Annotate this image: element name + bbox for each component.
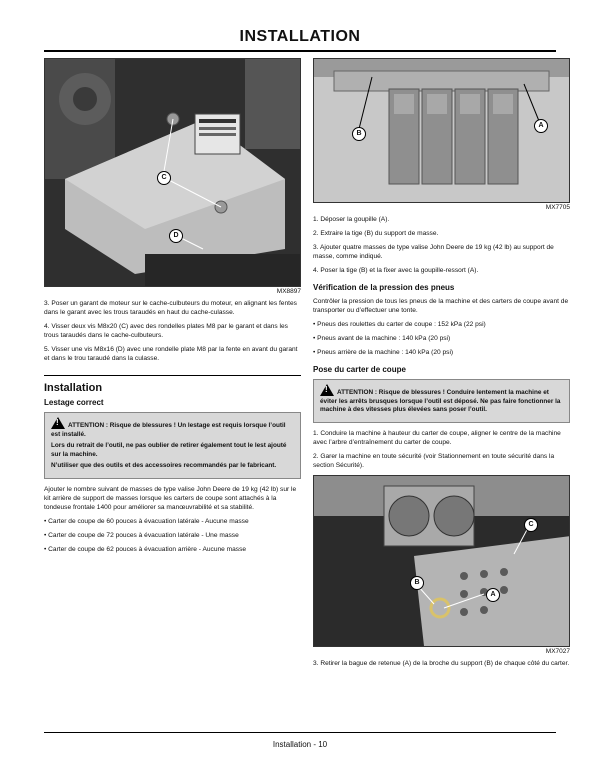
list-item: • Pneus arrière de la machine : 140 kPa (20 psi)	[313, 349, 454, 356]
list-item: • Carter de coupe de 72 pouces à évacuation latérale - Une masse	[44, 531, 239, 539]
step-text: 3. Poser un garant de moteur sur le cache-culbuteurs du moteur, en alignant les fentes dans le garant avec les trous taraudés en haut du cache-culasse.	[44, 300, 297, 316]
body-text: Ajouter le nombre suivant de masses de type valise John Deere de 19 kg (42 lb) sur le kit arrière de support de masses lorsque les carters de coupe sont attachés à la tondeuse frontale 1400 pour améliorer sa manœuvrabilité et sa stabilité.	[44, 485, 297, 511]
warning-icon	[51, 417, 65, 429]
list-item: • Pneus des roulettes du carter de coupe : 152 kPa (22 psi)	[313, 321, 486, 328]
page-number: Installation - 10	[272, 740, 328, 749]
step-text: 5. Visser une vis M8x16 (D) avec une rondelle plate M8 par la fente en avant du garant et dans le trou taraudé dans la culasse.	[44, 346, 298, 362]
page-header	[44, 26, 556, 52]
callout-b: B	[410, 576, 424, 590]
callout-d: D	[169, 229, 183, 243]
warning-lead: ATTENTION : Risque de blessures ! Un lestage est requis lorsque l’outil est installé.	[51, 422, 286, 438]
subsection-title: Lestage correct	[44, 398, 104, 407]
deck-install-title: Pose du carter de coupe	[313, 365, 406, 374]
page-title: INSTALLATION	[239, 28, 361, 45]
step-text: 4. Visser deux vis M8x20 (C) avec des rondelles plates M8 par le garant et dans les trous taraudés dans le cache-culbuteurs.	[44, 323, 288, 339]
deck-bracket-photo	[313, 475, 570, 647]
step-text: 2. Garer la machine en toute sécurité (voir Stationnement en toute sécurité dans la section Sécurité).	[313, 452, 555, 469]
warning-text: N’utiliser que des outils et des accessoires recommandés par le fabricant.	[51, 462, 277, 469]
photo-caption: MX7027	[545, 647, 570, 655]
list-item: • Carter de coupe de 60 pouces à évacuation latérale - Aucune masse	[44, 517, 249, 525]
tire-pressure-title: Vérification de la pression des pneus	[313, 283, 455, 292]
warning-icon	[320, 384, 334, 396]
header-rule	[44, 50, 556, 52]
warning-text: Lors du retrait de l’outil, ne pas oublier de retirer également tout le lest ajouté sur la machine.	[51, 442, 287, 458]
callout-a: A	[534, 119, 548, 133]
step-text: 4. Poser la tige (B) et la fixer avec la goupille-ressort (A).	[313, 267, 479, 274]
callout-c: C	[157, 171, 171, 185]
photo-caption: MX7705	[545, 204, 570, 211]
step-text: 2. Extraire la tige (B) du support de masse.	[313, 230, 439, 237]
body-text: Contrôler la pression de tous les pneus de la machine et des carters de coupe avant de transporter ou d’effectuer une tonte.	[313, 298, 569, 314]
photo-caption: MX8897	[276, 288, 301, 295]
warning-box	[313, 379, 570, 423]
warning-text	[51, 417, 294, 439]
step-text: 1. Déposer la goupille (A).	[313, 216, 390, 223]
section-title: Installation	[44, 382, 103, 394]
engine-guard-illustration	[45, 59, 301, 286]
left-column	[44, 58, 301, 559]
right-column	[313, 58, 570, 673]
warning-box	[44, 412, 301, 479]
callout-b: B	[352, 127, 366, 141]
list-item: • Pneus avant de la machine : 140 kPa (20 psi)	[313, 335, 451, 342]
page-footer	[44, 732, 556, 749]
warning-lead: ATTENTION : Risque de blessures ! Conduire lentement la machine et éviter les arrêts brusques lorsque l’outil est déposé. Ne pas faire fonctionner la machine à des vitesses plus élevées sans poser l’outil.	[320, 389, 561, 413]
engine-guard-photo	[44, 58, 301, 287]
list-item: • Carter de coupe de 62 pouces à évacuation arrière - Aucune masse	[44, 545, 247, 553]
callout-c: C	[524, 518, 538, 532]
step-text: 1. Conduire la machine à hauteur du carter de coupe, aligner le centre de la machine avec l’arbre d’entraînement du carter de coupe.	[313, 429, 561, 446]
step-text: 3. Retirer la bague de retenue (A) de la broche du support (B) de chaque côté du carter.	[313, 659, 570, 667]
deck-bracket-illustration	[314, 476, 570, 646]
warning-text	[320, 384, 563, 415]
callout-a: A	[486, 588, 500, 602]
step-text: 3. Ajouter quatre masses de type valise John Deere de 19 kg (42 lb) au support de masse, comme indiqué.	[313, 244, 554, 260]
section-installation	[44, 375, 301, 407]
weights-photo	[313, 58, 570, 203]
